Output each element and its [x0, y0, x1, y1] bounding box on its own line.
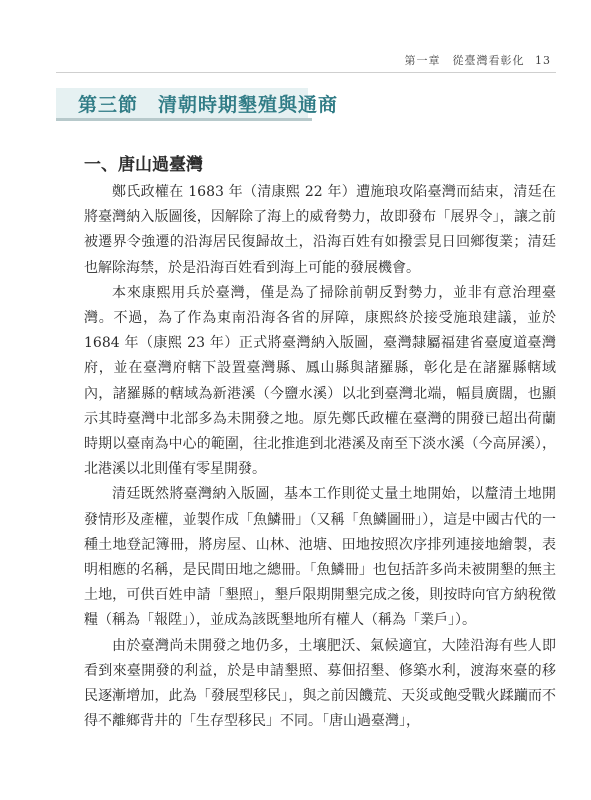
section-title: 第三節 清朝時期墾殖與通商: [78, 94, 339, 116]
chapter-title: 第一章 從臺灣看彰化: [404, 54, 525, 67]
paragraph: 本來康熙用兵於臺灣，僅是為了掃除前朝反對勢力，並非有意治理臺灣。不過，為了作為東南沿海各省的屏障，康熙終於接受施琅建議，並於 1684 年（康熙 23 年）正式將臺灣納入版圖，臺灣隸屬福建省臺廈道臺灣府，並在臺灣府轄下設置臺灣縣、鳳山縣與諸羅縣，彰化是在諸羅縣轄域內，諸羅縣的轄域為新港溪（今鹽水溪）以北到臺灣北端，幅員廣闊，也顯示其時臺灣中北部多為未開發之地。原先鄭氏政權在臺灣的開發已超出荷蘭時期以臺南為中心的範圍，往北推進到北港溪及南至下淡水溪（今高屏溪），北港溪以北則僅有零星開發。: [84, 284, 556, 478]
header-divider: [56, 72, 556, 73]
paragraph: 鄭氏政權在 1683 年（清康熙 22 年）遭施琅攻陷臺灣而結束，清廷在將臺灣納入版圖後，因解除了海上的威脅勢力，故即發布「展界令」，讓之前被遷界令強遷的沿海居民復歸故土，沿海百姓有如撥雲見日回鄉復業；清廷也解除海禁，於是沿海百姓看到海上可能的發展機會。: [84, 184, 556, 276]
body-text: [84, 180, 556, 734]
section-banner-underline: [56, 118, 312, 121]
paragraph: 由於臺灣尚未開發之地仍多，土壤肥沃、氣候適宜，大陸沿海有些人即看到來臺開發的利益，於是申請墾照、募佃招墾、修築水利，渡海來臺的移民逐漸增加，此為「發展型移民」，與之前因饑荒、天災或飽受戰火蹂躪而不得不離鄉背井的「生存型移民」不同。「唐山過臺灣」，: [84, 637, 556, 730]
subsection-title: 一、唐山過臺灣: [84, 155, 203, 175]
paragraph: 清廷既然將臺灣納入版圖，基本工作則從丈量土地開始，以釐清土地開發情形及產權，並製作成「魚鱗冊」（又稱「魚鱗圖冊」），這是中國古代的一種土地登記簿冊，將房屋、山林、池塘、田地按照次序排列連接地繪製，表明相應的名稱，是民間田地之總冊。「魚鱗冊」也包括許多尚未被開墾的無主土地，可供百姓申請「墾照」，墾戶限期開墾完成之後，則按時向官方納稅徵糧（稱為「報陞」），並成為該既墾地所有權人（稱為「業戶」）。: [84, 486, 556, 629]
page-number: 13: [535, 54, 551, 67]
running-header: [405, 52, 552, 68]
